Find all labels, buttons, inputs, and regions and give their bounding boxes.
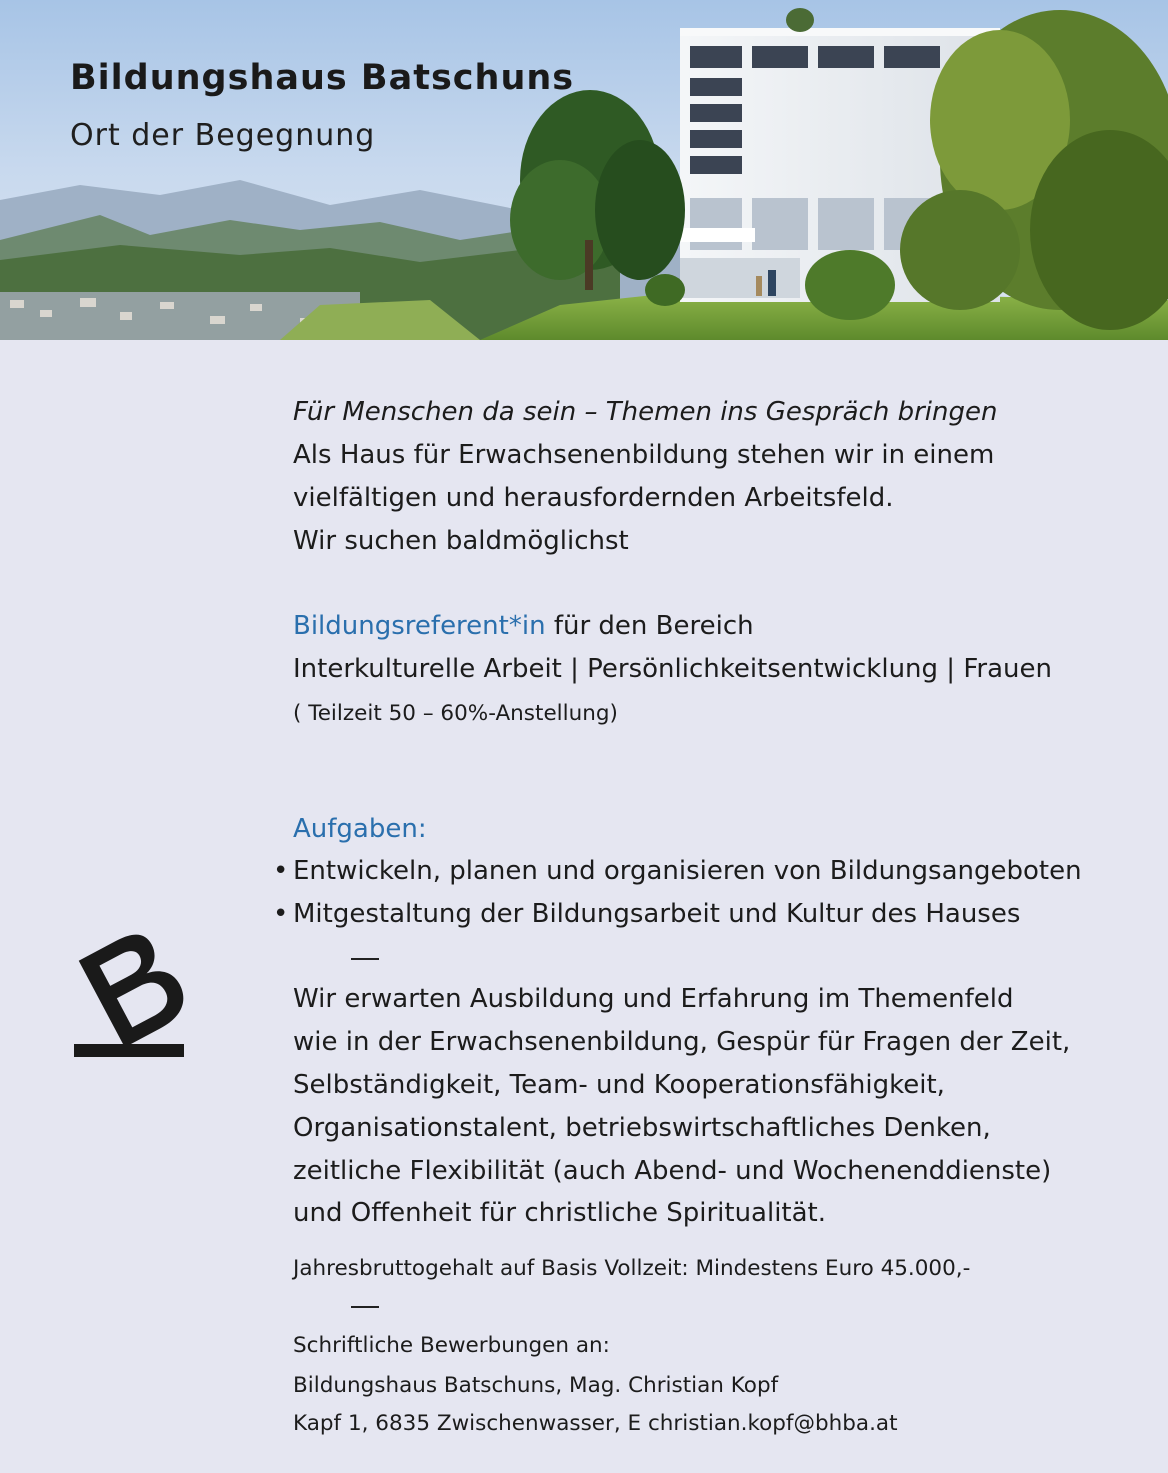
requirements-line: zeitliche Flexibilität (auch Abend- und Wochenenddienste) (293, 1156, 1052, 1186)
header-title: Bildungshaus Batschuns (70, 58, 575, 98)
task-item: Entwickeln, planen und organisieren von Bildungsangeboten (293, 856, 1082, 886)
tasks-heading: Aufgaben: (293, 814, 427, 844)
requirements-line: Selbständigkeit, Team- und Kooperationsfähigkeit, (293, 1070, 945, 1100)
position-title-suffix: für den Bereich (545, 611, 754, 641)
requirements-line: Organisationstalent, betriebswirtschaftliches Denken, (293, 1113, 991, 1143)
contact-name: Bildungshaus Batschuns, Mag. Christian Kopf (293, 1373, 779, 1398)
section-divider (351, 1306, 379, 1308)
bullet-marker: • (273, 856, 289, 886)
header-banner (0, 0, 1168, 340)
letter-b-logo-icon (66, 920, 192, 1065)
requirements-line: Wir erwarten Ausbildung und Erfahrung im Themenfeld (293, 984, 1014, 1014)
employment-type: ( Teilzeit 50 – 60%-Anstellung) (293, 701, 618, 726)
tagline: Für Menschen da sein – Themen ins Gespräch bringen (293, 397, 998, 427)
salary-info: Jahresbruttogehalt auf Basis Vollzeit: Mindestens Euro 45.000,- (293, 1256, 971, 1281)
intro-line-3: Wir suchen baldmöglichst (293, 526, 629, 556)
position-areas: Interkulturelle Arbeit | Persönlichkeitsentwicklung | Frauen (293, 654, 1052, 684)
contact-address: Kapf 1, 6835 Zwischenwasser, E christian.kopf@bhba.at (293, 1411, 898, 1436)
intro-line-2: vielfältigen und herausfordernden Arbeitsfeld. (293, 483, 894, 513)
requirements-line: und Offenheit für christliche Spiritualität. (293, 1198, 827, 1228)
header-subtitle: Ort der Begegnung (70, 118, 376, 153)
section-divider (351, 958, 379, 960)
intro-line-1: Als Haus für Erwachsenenbildung stehen wir in einem (293, 440, 995, 470)
bullet-marker: • (273, 899, 289, 929)
header-photo (0, 0, 1168, 340)
requirements-line: wie in der Erwachsenenbildung, Gespür für Fragen der Zeit, (293, 1027, 1071, 1057)
task-item: Mitgestaltung der Bildungsarbeit und Kultur des Hauses (293, 899, 1021, 929)
contact-heading: Schriftliche Bewerbungen an: (293, 1333, 610, 1358)
position-title: Bildungsreferent*in (293, 611, 546, 641)
position-title-line (293, 610, 754, 642)
